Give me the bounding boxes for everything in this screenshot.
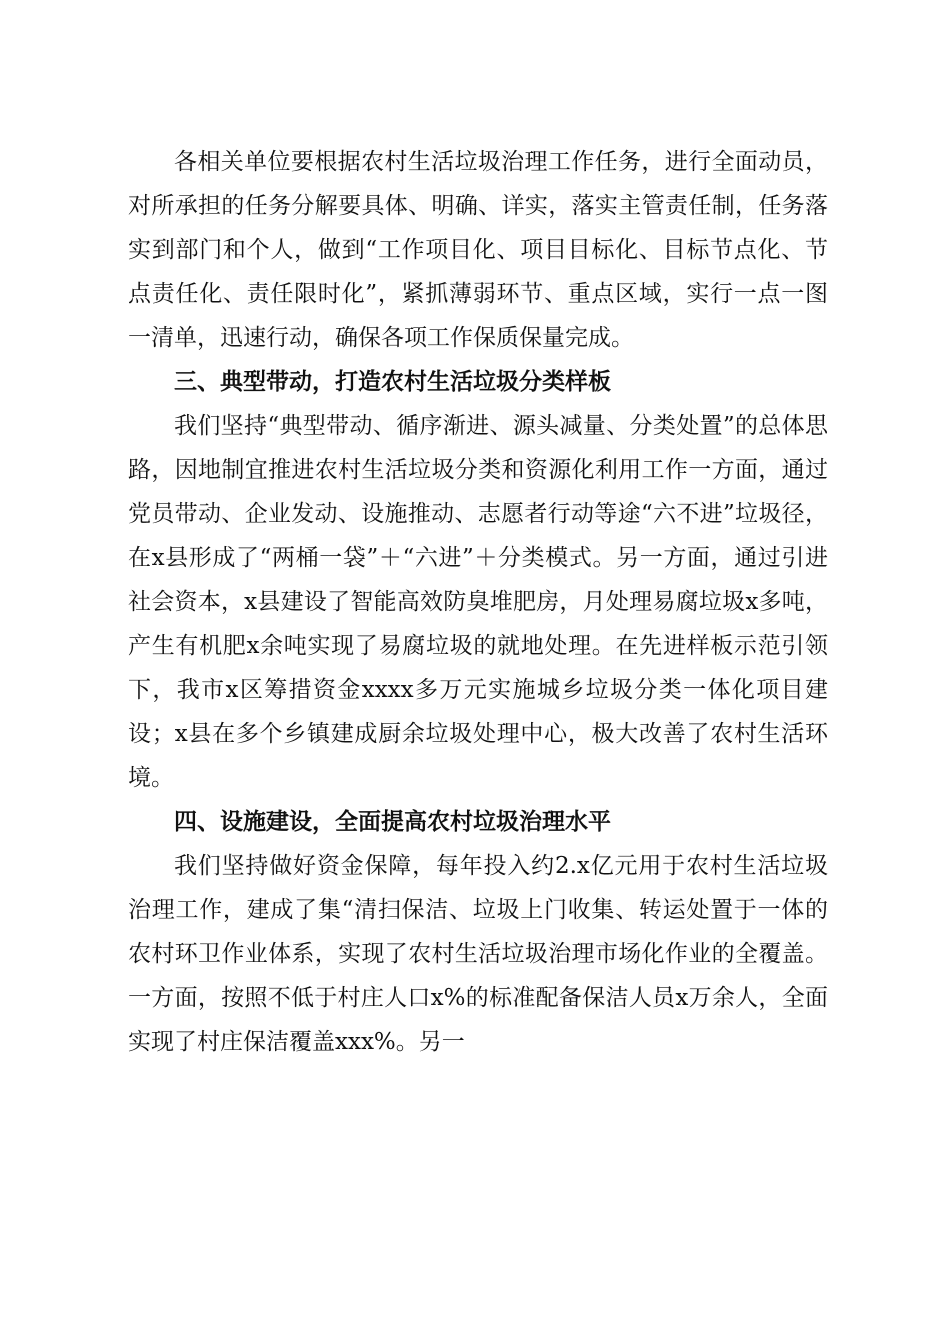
section-heading-3: 三、典型带动，打造农村生活垃圾分类样板 [174,369,611,395]
paragraph-facility-construction: 我们坚持做好资金保障，每年投入约2.x亿元用于农村生活垃圾治理工作，建成了集“清扫保洁、垃圾上门收集、转运处置于一体的农村环卫作业体系，实现了农村生活垃圾治理市场化作业的全覆盖。一方面，按照不低于村庄人口x%的标准配备保洁人员x万余人，全面实现了村庄保洁覆盖xxx%。另一 [128,853,828,1055]
document-body [128,140,828,1064]
paragraph-task-implementation: 各相关单位要根据农村生活垃圾治理工作任务，进行全面动员，对所承担的任务分解要具体、明确、详实，落实主管责任制，任务落实到部门和个人，做到“工作项目化、项目目标化、目标节点化、节点责任化、责任限时化”，紧抓薄弱环节、重点区域，实行一点一图一清单，迅速行动，确保各项工作保质保量完成。 [128,149,828,351]
paragraph-classification-model: 我们坚持“典型带动、循序渐进、源头减量、分类处置”的总体思路，因地制宜推进农村生活垃圾分类和资源化利用工作一方面，通过党员带动、企业发动、设施推动、志愿者行动等途“六不进”垃圾径，在x县形成了“两桶一袋”＋“六进”＋分类模式。另一方面，通过引进社会资本，x县建设了智能高效防臭堆肥房，月处理易腐垃圾x多吨，产生有机肥x余吨实现了易腐垃圾的就地处理。在先进样板示范引领下，我市x区筹措资金xxxx多万元实施城乡垃圾分类一体化项目建设；x县在多个乡镇建成厨余垃圾处理中心，极大改善了农村生活环境。 [128,413,828,791]
section-heading-4: 四、设施建设，全面提高农村垃圾治理水平 [174,809,611,835]
